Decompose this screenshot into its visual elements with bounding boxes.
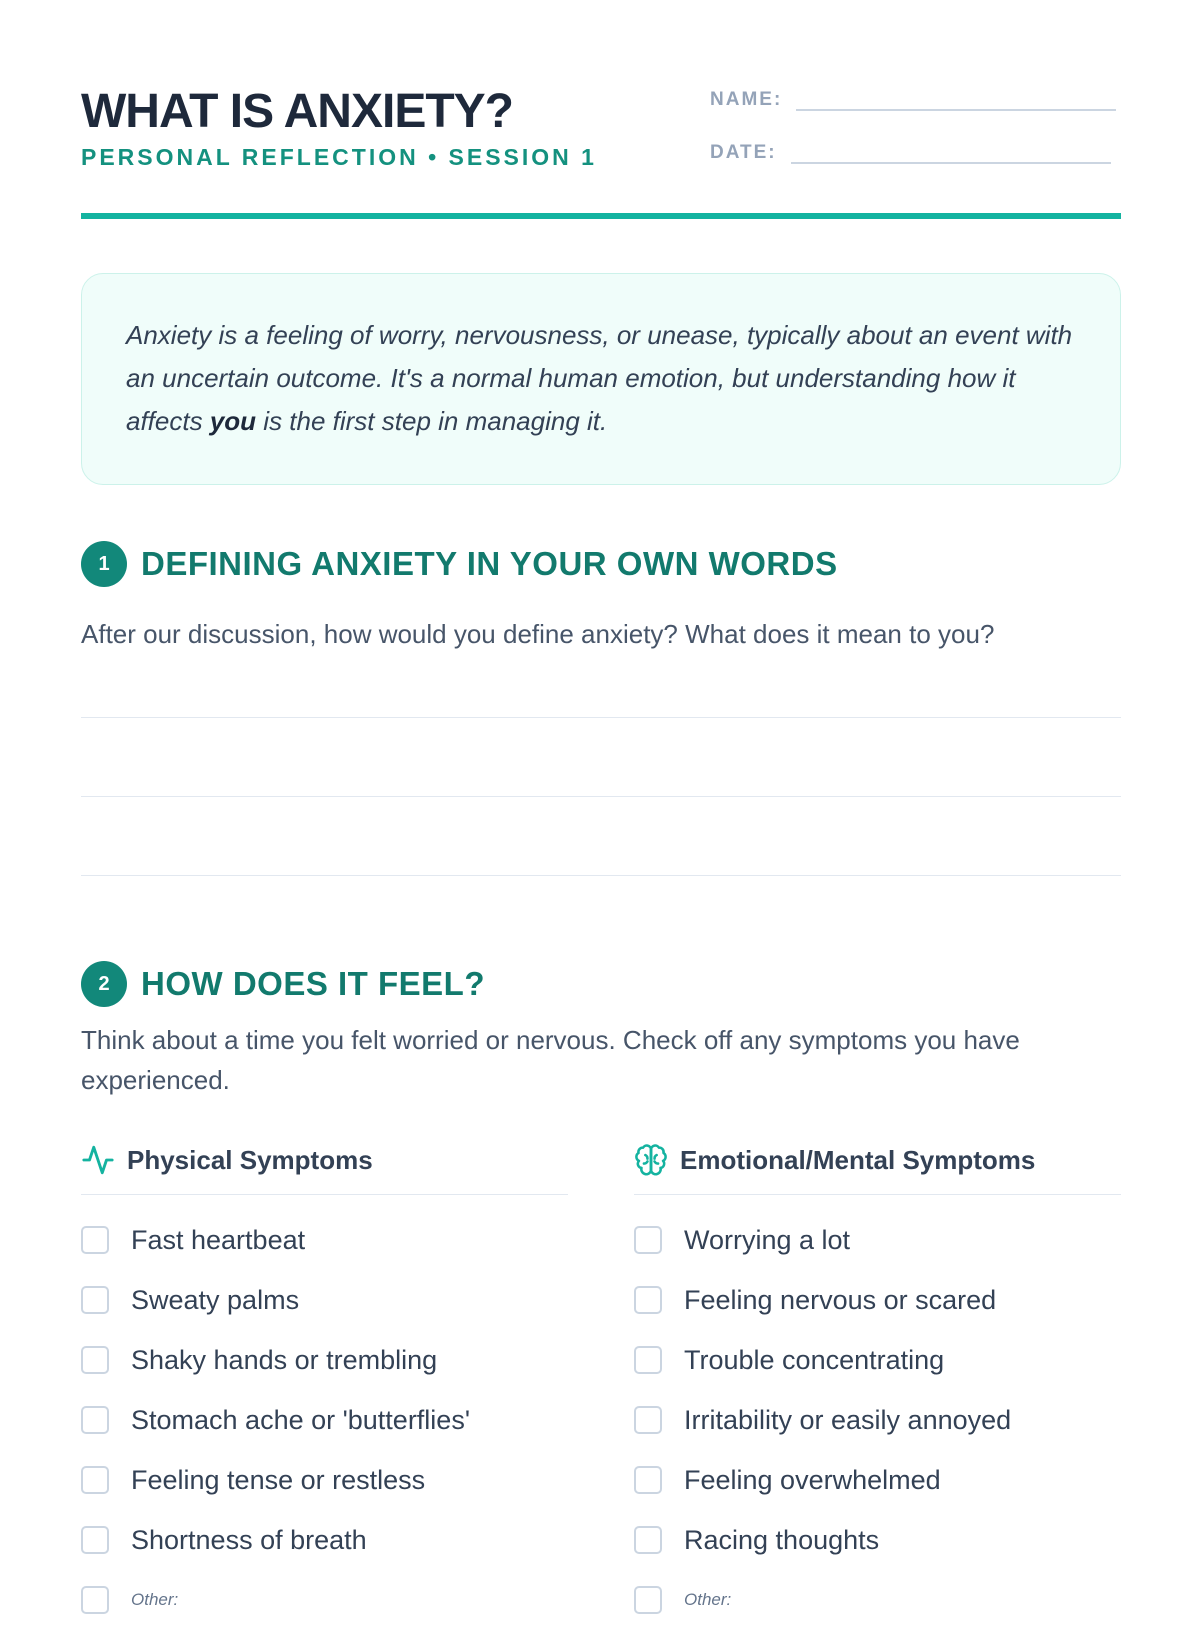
physical-symptoms-column — [81, 1140, 568, 1630]
date-label: DATE: — [710, 142, 777, 163]
symptom-checkbox[interactable] — [81, 1526, 109, 1554]
symptom-checkbox[interactable] — [634, 1226, 662, 1254]
symptom-checkbox[interactable] — [634, 1586, 662, 1614]
symptom-checkbox[interactable] — [81, 1286, 109, 1314]
symptom-checkbox[interactable] — [634, 1526, 662, 1554]
symptom-label: Stomach ache or 'butterflies' — [131, 1404, 470, 1435]
symptom-item[interactable] — [634, 1510, 1121, 1570]
symptom-item[interactable] — [81, 1450, 568, 1510]
symptom-checkbox[interactable] — [81, 1346, 109, 1374]
symptom-checkbox[interactable] — [81, 1466, 109, 1494]
symptom-item[interactable] — [634, 1450, 1121, 1510]
symptom-item[interactable] — [81, 1510, 568, 1570]
name-label: NAME: — [710, 89, 783, 110]
name-field[interactable] — [710, 89, 1116, 111]
intro-callout — [81, 273, 1121, 485]
symptom-checkbox[interactable] — [634, 1406, 662, 1434]
section-1-prompt: After our discussion, how would you define anxiety? What does it mean to you? — [81, 619, 995, 649]
symptom-label: Feeling tense or restless — [131, 1464, 426, 1495]
symptom-checkbox[interactable] — [634, 1346, 662, 1374]
symptom-checkbox[interactable] — [81, 1586, 109, 1614]
symptom-item[interactable] — [634, 1270, 1121, 1330]
symptom-label: Other: — [684, 1590, 732, 1609]
emotional-symptoms-column — [634, 1140, 1121, 1630]
symptom-item[interactable] — [634, 1330, 1121, 1390]
section-2-heading — [81, 961, 485, 1007]
page-title: WHAT IS ANXIETY? — [81, 85, 513, 138]
emotional-symptoms-list — [634, 1195, 1121, 1630]
intro-emphasis: you — [209, 406, 257, 436]
symptom-label: Irritability or easily annoyed — [684, 1404, 1012, 1435]
answer-line[interactable] — [81, 796, 1121, 797]
name-input-line[interactable] — [796, 109, 1116, 111]
intro-text-after: is the first step in managing it. — [256, 406, 608, 436]
section-2-number-badge: 2 — [81, 961, 127, 1007]
symptom-item[interactable] — [634, 1210, 1121, 1270]
symptom-label: Feeling nervous or scared — [684, 1284, 997, 1315]
pulse-icon — [81, 1143, 115, 1177]
intro-text-before: Anxiety is a feeling of worry, nervousness, or unease, typically about an event with an uncertain outcome. It's a normal human emotion, but understanding how it affects — [126, 320, 1073, 436]
answer-line[interactable] — [81, 717, 1121, 718]
symptom-item[interactable] — [81, 1270, 568, 1330]
section-1-number-badge: 1 — [81, 541, 127, 587]
header-divider — [81, 213, 1121, 219]
symptom-checkbox[interactable] — [634, 1286, 662, 1314]
section-1-title: DEFINING ANXIETY IN YOUR OWN WORDS — [141, 545, 838, 582]
header — [81, 0, 1121, 222]
page-subtitle: PERSONAL REFLECTION • SESSION 1 — [81, 144, 597, 170]
brain-icon — [634, 1143, 668, 1177]
symptom-checkbox[interactable] — [81, 1226, 109, 1254]
symptom-checkbox[interactable] — [634, 1466, 662, 1494]
symptom-label: Shortness of breath — [131, 1524, 367, 1555]
symptom-item[interactable] — [81, 1210, 568, 1270]
symptom-label: Racing thoughts — [684, 1524, 880, 1555]
symptom-label: Fast heartbeat — [131, 1224, 306, 1255]
physical-symptoms-list — [81, 1195, 568, 1630]
date-input-line[interactable] — [791, 162, 1111, 164]
symptom-item[interactable] — [81, 1390, 568, 1450]
symptom-checkbox[interactable] — [81, 1406, 109, 1434]
emotional-symptoms-header — [634, 1140, 1121, 1195]
symptom-label: Sweaty palms — [131, 1284, 300, 1315]
answer-line[interactable] — [81, 875, 1121, 876]
symptom-item[interactable] — [81, 1570, 568, 1630]
symptom-item[interactable] — [634, 1570, 1121, 1630]
section-1-heading — [81, 541, 838, 587]
symptom-label: Worrying a lot — [684, 1224, 851, 1255]
physical-symptoms-title: Physical Symptoms — [127, 1144, 373, 1175]
emotional-symptoms-title: Emotional/Mental Symptoms — [680, 1144, 1036, 1175]
physical-symptoms-header — [81, 1140, 568, 1195]
section-2-prompt: Think about a time you felt worried or nervous. Check off any symptoms you have experienced. — [81, 1025, 1020, 1095]
symptom-item[interactable] — [634, 1390, 1121, 1450]
symptom-label: Shaky hands or trembling — [131, 1344, 438, 1375]
symptom-label: Trouble concentrating — [684, 1344, 945, 1375]
date-field[interactable] — [710, 142, 1111, 164]
symptom-label: Feeling overwhelmed — [684, 1464, 941, 1495]
worksheet-page — [81, 0, 1121, 1609]
symptom-item[interactable] — [81, 1330, 568, 1390]
section-2-title: HOW DOES IT FEEL? — [141, 965, 485, 1002]
symptom-label: Other: — [131, 1590, 179, 1609]
